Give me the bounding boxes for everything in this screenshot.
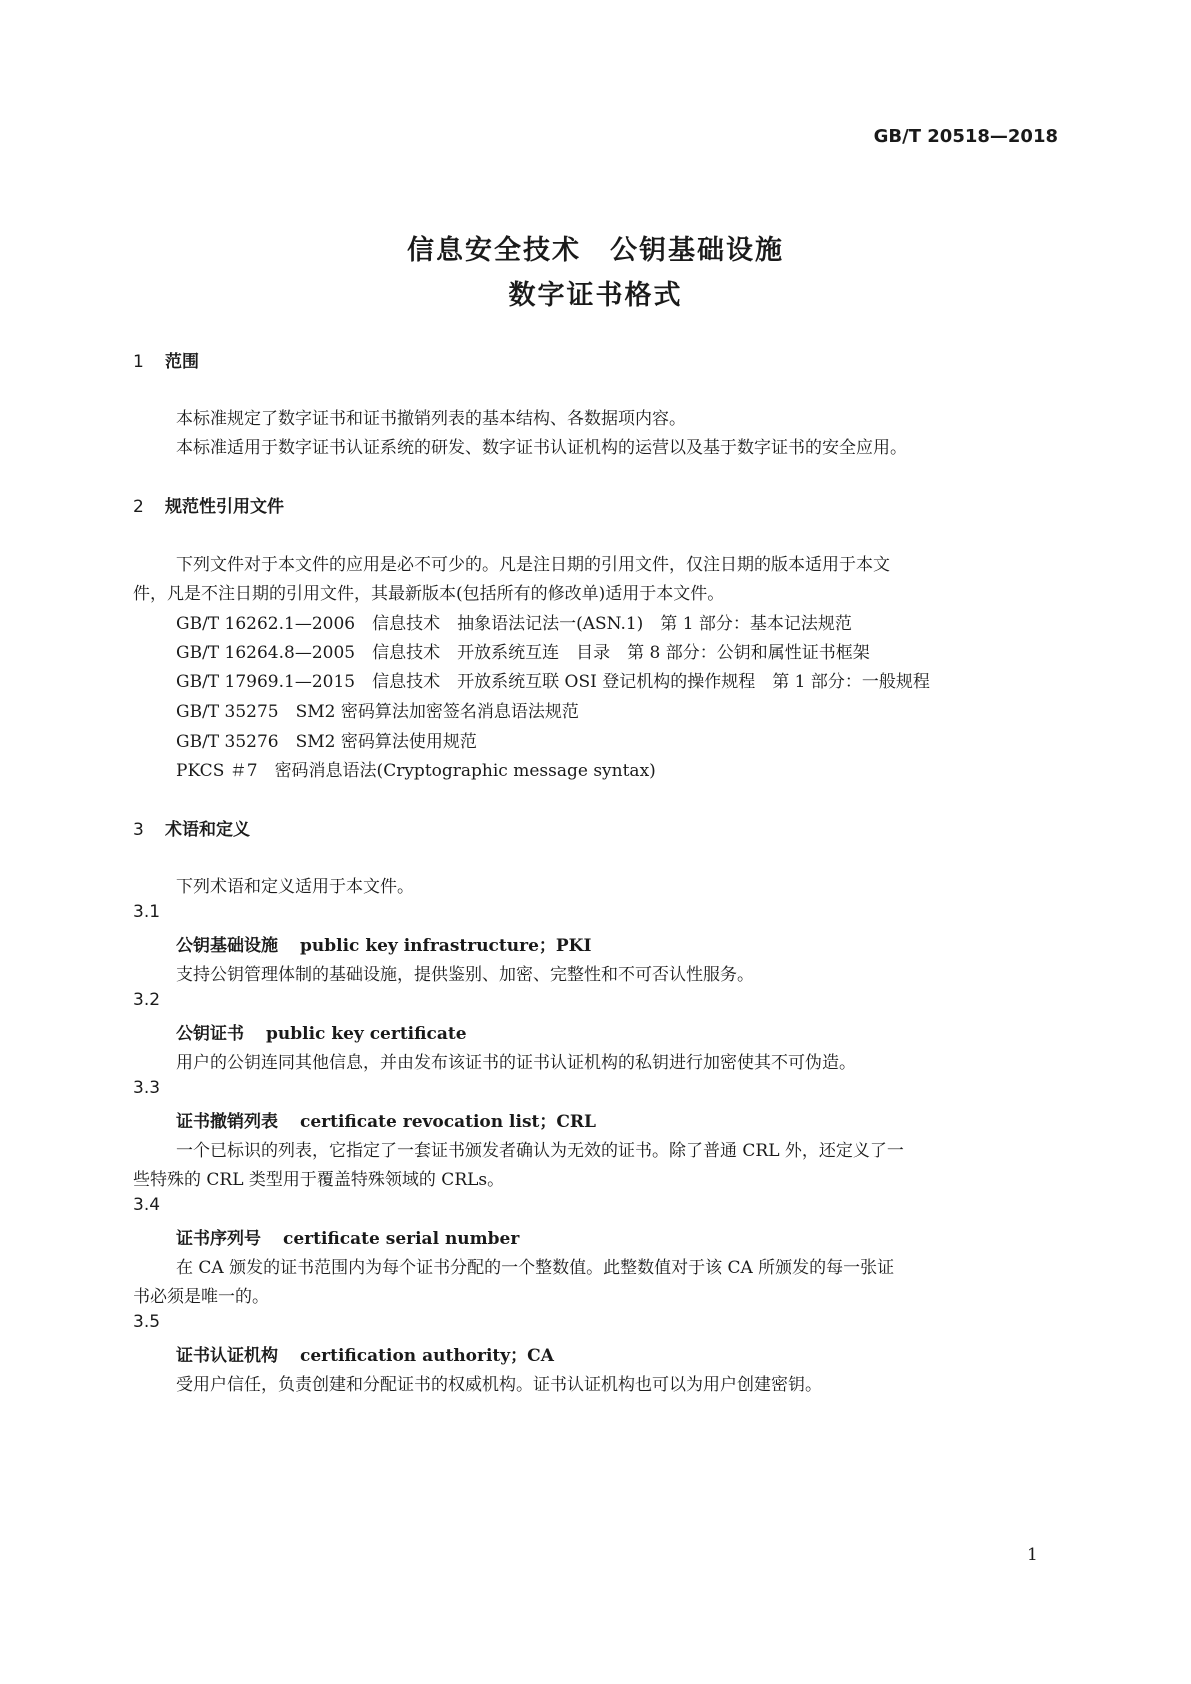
term-definition: 一个已标识的列表，它指定了一套证书颁发者确认为无效的证书。除了普通 CRL 外，还定义了一 [176,1141,904,1161]
section-title: 规范性引用文件 [165,497,284,517]
reference-title: 密码消息语法(Cryptographic message syntax) [274,761,656,781]
section-number: 3 [133,820,144,840]
term-english: certification authority；CA [300,1346,554,1366]
scope-paragraph-1: 本标准规定了数字证书和证书撤销列表的基本结构、各数据项内容。 [176,409,686,429]
reference-item [176,697,579,722]
reference-item [176,638,870,663]
term-number: 3.2 [133,990,161,1010]
reference-title: SM2 密码算法加密签名消息语法规范 [295,702,579,722]
term-chinese: 证书撤销列表 [176,1112,278,1132]
terms-intro: 下列术语和定义适用于本文件。 [176,877,414,897]
references-intro-line1: 下列文件对于本文件的应用是必不可少的。凡是注日期的引用文件，仅注日期的版本适用于本文 [176,555,890,575]
reference-title: 信息技术 开放系统互联 OSI 登记机构的操作规程 第 1 部分：一般规程 [372,672,930,692]
term-definition: 在 CA 颁发的证书范围内为每个证书分配的一个整数值。此整数值对于该 CA 所颁发的每一张证 [176,1258,895,1278]
term-chinese: 证书认证机构 [176,1346,278,1366]
reference-item [176,609,852,634]
section-title: 术语和定义 [165,820,250,840]
term-heading [176,931,591,956]
page-number: 1 [1027,1545,1038,1565]
reference-item [176,727,477,752]
reference-code: PKCS ＃7 [176,761,258,781]
document-title-line2: 数字证书格式 [508,280,683,311]
reference-code: GB/T 35276 [176,732,279,752]
reference-title: 信息技术 抽象语法记法一(ASN.1) 第 1 部分：基本记法规范 [372,614,852,634]
term-heading [176,1019,467,1044]
section-heading-normative-references [133,492,284,517]
section-title: 范围 [165,352,199,372]
term-definition: 支持公钥管理体制的基础设施，提供鉴别、加密、完整性和不可否认性服务。 [176,965,754,985]
scope-paragraph-2: 本标准适用于数字证书认证系统的研发、数字证书认证机构的运营以及基于数字证书的安全应用。 [176,438,907,458]
reference-code: GB/T 16262.1—2006 [176,614,356,634]
term-english: public key certificate [266,1024,467,1044]
term-heading [176,1224,519,1249]
reference-code: GB/T 17969.1—2015 [176,672,356,692]
term-chinese: 公钥证书 [176,1024,244,1044]
term-english: certificate serial number [283,1229,520,1249]
term-english: certificate revocation list；CRL [300,1112,596,1132]
reference-code: GB/T 16264.8—2005 [176,643,356,663]
term-number: 3.1 [133,902,161,922]
term-number: 3.4 [133,1195,161,1215]
term-chinese: 证书序列号 [176,1229,261,1249]
reference-item [176,756,656,781]
term-number: 3.3 [133,1078,161,1098]
term-definition: 受用户信任，负责创建和分配证书的权威机构。证书认证机构也可以为用户创建密钥。 [176,1375,822,1395]
references-intro-line2: 件，凡是不注日期的引用文件，其最新版本(包括所有的修改单)适用于本文件。 [133,584,725,604]
term-heading [176,1107,596,1132]
term-definition: 用户的公钥连同其他信息，并由发布该证书的证书认证机构的私钥进行加密使其不可伪造。 [176,1053,856,1073]
term-heading [176,1341,554,1366]
section-number: 1 [133,352,144,372]
standard-code: GB/T 20518—2018 [873,126,1058,147]
reference-item [176,667,930,692]
section-number: 2 [133,497,144,517]
reference-title: SM2 密码算法使用规范 [295,732,477,752]
term-definition-continued: 书必须是唯一的。 [133,1287,269,1307]
term-definition-continued: 些特殊的 CRL 类型用于覆盖特殊领域的 CRLs。 [133,1170,505,1190]
section-heading-terms-and-definitions [133,815,250,840]
section-heading-scope [133,347,199,372]
term-number: 3.5 [133,1312,161,1332]
term-english: public key infrastructure；PKI [300,936,592,956]
reference-title: 信息技术 开放系统互连 目录 第 8 部分：公钥和属性证书框架 [372,643,870,663]
term-chinese: 公钥基础设施 [176,936,278,956]
document-title-line1: 信息安全技术 公钥基础设施 [407,235,784,266]
reference-code: GB/T 35275 [176,702,279,722]
